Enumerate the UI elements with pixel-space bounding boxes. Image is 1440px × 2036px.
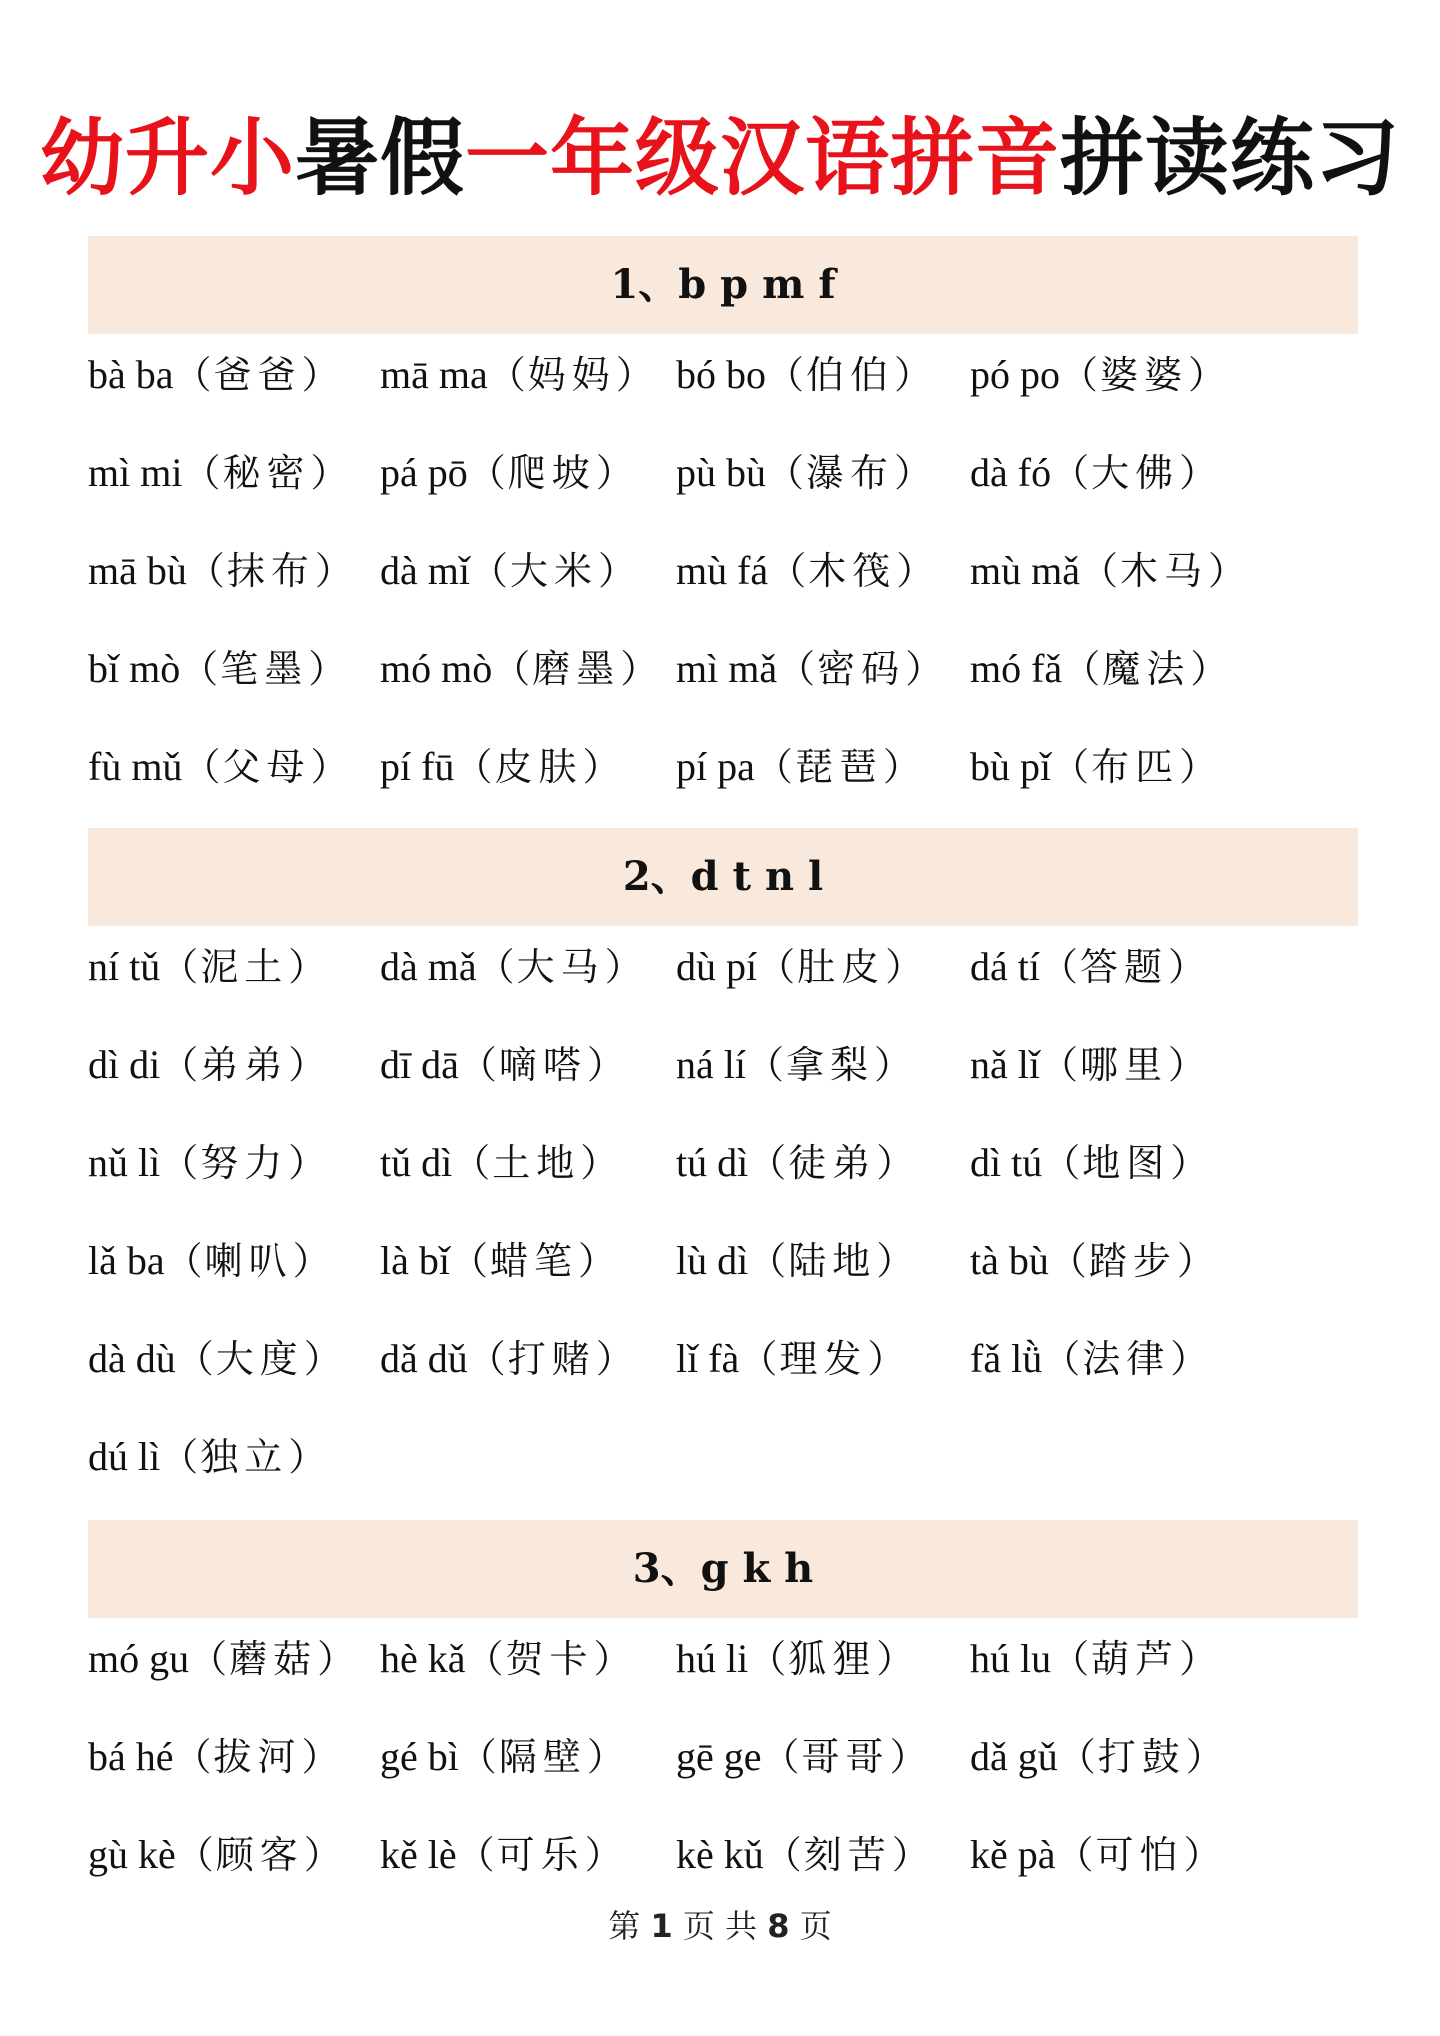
pinyin-text: gù kè [88, 1832, 176, 1877]
open-paren: （ [175, 1833, 216, 1877]
pinyin-text: mó fǎ [970, 646, 1063, 691]
close-paren: ） [1170, 1141, 1211, 1185]
open-paren: （ [1051, 451, 1092, 495]
word-item [380, 443, 636, 503]
footer-page-number: 1 [650, 1907, 673, 1945]
close-paren: ） [595, 1337, 636, 1381]
close-paren: ） [582, 745, 623, 789]
word-item [88, 639, 348, 699]
close-paren: ） [288, 1043, 329, 1087]
word-item [970, 1329, 1210, 1389]
word-item [676, 1629, 916, 1689]
word-item [380, 345, 656, 405]
hanzi-text: 踏步 [1088, 1239, 1177, 1283]
hanzi-text: 葫芦 [1091, 1637, 1180, 1681]
pinyin-text: bá hé [88, 1734, 174, 1779]
word-item [676, 737, 923, 797]
open-paren: （ [761, 1735, 802, 1779]
hanzi-text: 法律 [1082, 1337, 1171, 1381]
hanzi-text: 答题 [1080, 945, 1169, 989]
word-item [970, 1629, 1219, 1689]
hanzi-text: 哥哥 [801, 1735, 890, 1779]
open-paren: （ [748, 1239, 789, 1283]
close-paren: ） [584, 1833, 625, 1877]
word-item [676, 1231, 916, 1291]
pinyin-text: dà mǐ [380, 548, 470, 593]
hanzi-text: 抹布 [226, 549, 315, 593]
hanzi-text: 磨墨 [532, 647, 621, 691]
close-paren: ） [905, 647, 946, 691]
word-item [970, 1231, 1217, 1291]
close-paren: ） [1179, 1637, 1220, 1681]
pinyin-text: ní tǔ [88, 944, 161, 989]
hanzi-text: 弟弟 [200, 1043, 289, 1087]
open-paren: （ [748, 1141, 789, 1185]
hanzi-text: 大马 [516, 945, 605, 989]
open-paren: （ [465, 1637, 506, 1681]
pinyin-text: fǎ lǜ [970, 1336, 1043, 1381]
hanzi-text: 泥土 [200, 945, 289, 989]
open-paren: （ [458, 1735, 499, 1779]
word-item [88, 937, 328, 997]
hanzi-text: 喇叭 [204, 1239, 293, 1283]
close-paren: ） [876, 1637, 917, 1681]
word-item [88, 345, 342, 405]
pinyin-text: lǐ fà [676, 1336, 740, 1381]
pinyin-text: dī dā [380, 1042, 459, 1087]
word-item [380, 541, 638, 601]
pinyin-text: hú li [676, 1636, 749, 1681]
footer-prefix: 第 [608, 1907, 641, 1945]
close-paren: ） [308, 647, 349, 691]
pinyin-text: kè kǔ [676, 1832, 764, 1877]
pinyin-text: dá tí [970, 944, 1040, 989]
hanzi-text: 顾客 [215, 1833, 304, 1877]
close-paren: ） [1179, 745, 1220, 789]
open-paren: （ [1039, 1043, 1080, 1087]
close-paren: ） [889, 1735, 930, 1779]
open-paren: （ [180, 647, 221, 691]
close-paren: ） [1188, 353, 1229, 397]
pinyin-text: dì di [88, 1042, 161, 1087]
close-paren: ） [896, 549, 937, 593]
close-paren: ） [876, 1141, 917, 1185]
open-paren: （ [173, 353, 214, 397]
title-part-3: 一年级汉语拼音 [465, 109, 1061, 207]
close-paren: ） [586, 1043, 627, 1087]
pinyin-text: mā ma [380, 352, 488, 397]
open-paren: （ [160, 945, 201, 989]
pinyin-text: dà mǎ [380, 944, 477, 989]
open-paren: （ [754, 745, 795, 789]
word-row [0, 1035, 1440, 1095]
section-heading: 2、d t n l [88, 828, 1358, 926]
close-paren: ） [1185, 1735, 1226, 1779]
word-row [0, 1629, 1440, 1689]
pinyin-text: kě pà [970, 1832, 1056, 1877]
word-item [380, 1035, 627, 1095]
pinyin-text: bà ba [88, 352, 174, 397]
pinyin-text: dù pí [676, 944, 758, 989]
hanzi-text: 爬坡 [507, 451, 596, 495]
open-paren: （ [487, 353, 528, 397]
hanzi-text: 木马 [1120, 549, 1209, 593]
word-item [970, 1727, 1226, 1787]
open-paren: （ [757, 945, 798, 989]
close-paren: ） [310, 451, 351, 495]
close-paren: ） [1208, 549, 1249, 593]
close-paren: ） [586, 1735, 627, 1779]
word-row [0, 639, 1440, 699]
word-item [88, 1231, 333, 1291]
word-item [88, 1329, 344, 1389]
open-paren: （ [768, 549, 809, 593]
open-paren: （ [469, 549, 510, 593]
word-item [676, 1133, 916, 1193]
close-paren: ） [598, 549, 639, 593]
close-paren: ） [604, 945, 645, 989]
word-row [0, 541, 1440, 601]
close-paren: ） [578, 1239, 619, 1283]
close-paren: ） [314, 549, 355, 593]
close-paren: ） [876, 1239, 917, 1283]
open-paren: （ [449, 1239, 490, 1283]
word-row [0, 1825, 1440, 1885]
word-item [88, 1727, 342, 1787]
word-item [676, 937, 925, 997]
close-paren: ） [303, 1337, 344, 1381]
hanzi-text: 蘑菇 [229, 1637, 318, 1681]
word-row [0, 345, 1440, 405]
close-paren: ） [288, 945, 329, 989]
pinyin-text: lǎ ba [88, 1238, 165, 1283]
hanzi-text: 陆地 [788, 1239, 877, 1283]
page-footer [0, 1906, 1440, 1946]
pinyin-text: hè kǎ [380, 1636, 466, 1681]
word-item [88, 1133, 328, 1193]
word-item [88, 737, 350, 797]
close-paren: ） [891, 1833, 932, 1877]
pinyin-text: ná lí [676, 1042, 746, 1087]
pinyin-text: mù fá [676, 548, 769, 593]
hanzi-text: 土地 [492, 1141, 581, 1185]
pinyin-text: mó gu [88, 1636, 190, 1681]
close-paren: ） [874, 1043, 915, 1087]
open-paren: （ [476, 945, 517, 989]
hanzi-text: 拿梨 [786, 1043, 875, 1087]
word-item [380, 1133, 620, 1193]
close-paren: ） [867, 1337, 908, 1381]
pinyin-text: tǔ dì [380, 1140, 453, 1185]
pinyin-text: mì mǎ [676, 646, 778, 691]
close-paren: ） [1179, 451, 1220, 495]
open-paren: （ [1062, 647, 1103, 691]
word-item [676, 1825, 932, 1885]
hanzi-text: 婆婆 [1100, 353, 1189, 397]
word-item [676, 541, 936, 601]
word-item [88, 1427, 328, 1487]
section-heading: 1、b p m f [88, 236, 1358, 334]
close-paren: ） [1176, 1239, 1217, 1283]
title-part-4: 拼读练习 [1060, 109, 1401, 207]
hanzi-text: 打赌 [507, 1337, 596, 1381]
open-paren: （ [1051, 745, 1092, 789]
close-paren: ） [580, 1141, 621, 1185]
hanzi-text: 拔河 [213, 1735, 302, 1779]
pinyin-text: gē ge [676, 1734, 762, 1779]
close-paren: ） [301, 1735, 342, 1779]
word-row [0, 1231, 1440, 1291]
pinyin-text: lù dì [676, 1238, 749, 1283]
close-paren: ） [1170, 1337, 1211, 1381]
close-paren: ） [894, 353, 935, 397]
word-item [676, 1035, 914, 1095]
hanzi-text: 魔法 [1102, 647, 1191, 691]
pinyin-text: dǎ dǔ [380, 1336, 468, 1381]
pinyin-text: dì tú [970, 1140, 1043, 1185]
close-paren: ） [1168, 1043, 1209, 1087]
close-paren: ） [620, 647, 661, 691]
hanzi-text: 徒弟 [788, 1141, 877, 1185]
close-paren: ） [885, 945, 926, 989]
word-item [380, 1629, 634, 1689]
hanzi-text: 地图 [1082, 1141, 1171, 1185]
pinyin-text: mó mò [380, 646, 493, 691]
word-item [676, 1727, 930, 1787]
pinyin-text: dǎ gǔ [970, 1734, 1058, 1779]
word-row [0, 1427, 1440, 1487]
hanzi-text: 肚皮 [797, 945, 886, 989]
word-item [676, 1329, 907, 1389]
open-paren: （ [1057, 1735, 1098, 1779]
open-paren: （ [1060, 353, 1101, 397]
pinyin-text: pí pa [676, 744, 755, 789]
close-paren: ） [615, 353, 656, 397]
pinyin-text: tú dì [676, 1140, 749, 1185]
word-row [0, 1727, 1440, 1787]
hanzi-text: 木筏 [808, 549, 897, 593]
close-paren: ） [1190, 647, 1231, 691]
open-paren: （ [777, 647, 818, 691]
close-paren: ） [894, 451, 935, 495]
word-row [0, 1133, 1440, 1193]
hanzi-text: 大米 [510, 549, 599, 593]
open-paren: （ [1042, 1337, 1083, 1381]
page-title [0, 108, 1440, 208]
open-paren: （ [182, 745, 223, 789]
word-item [380, 1231, 618, 1291]
word-item [970, 1035, 1208, 1095]
word-item [970, 443, 1219, 503]
word-item [970, 345, 1228, 405]
word-item [380, 737, 622, 797]
hanzi-text: 爸爸 [213, 353, 302, 397]
word-item [970, 639, 1230, 699]
open-paren: （ [458, 1043, 499, 1087]
hanzi-text: 琵琶 [794, 745, 883, 789]
hanzi-text: 狐狸 [788, 1637, 877, 1681]
word-item [380, 1825, 625, 1885]
footer-suffix: 页 [799, 1907, 832, 1945]
pinyin-text: fù mǔ [88, 744, 183, 789]
word-item [380, 639, 660, 699]
hanzi-text: 独立 [200, 1435, 289, 1479]
hanzi-text: 刻苦 [803, 1833, 892, 1877]
word-item [88, 1825, 344, 1885]
open-paren: （ [467, 1337, 508, 1381]
open-paren: （ [182, 451, 223, 495]
open-paren: （ [1042, 1141, 1083, 1185]
hanzi-text: 密码 [817, 647, 906, 691]
pinyin-text: bǐ mò [88, 646, 181, 691]
hanzi-text: 贺卡 [505, 1637, 594, 1681]
pinyin-text: pó po [970, 352, 1060, 397]
pinyin-text: gé bì [380, 1734, 459, 1779]
open-paren: （ [766, 451, 807, 495]
hanzi-text: 可乐 [496, 1833, 585, 1877]
word-item [380, 1329, 636, 1389]
hanzi-text: 大度 [215, 1337, 304, 1381]
word-item [380, 1727, 627, 1787]
hanzi-text: 父母 [222, 745, 311, 789]
word-item [88, 1035, 328, 1095]
word-item [970, 1133, 1210, 1193]
close-paren: ） [301, 353, 342, 397]
open-paren: （ [173, 1735, 214, 1779]
hanzi-text: 哪里 [1080, 1043, 1169, 1087]
pinyin-text: dà dù [88, 1336, 176, 1381]
pinyin-text: pù bù [676, 450, 766, 495]
open-paren: （ [454, 745, 495, 789]
hanzi-text: 嘀嗒 [498, 1043, 587, 1087]
open-paren: （ [467, 451, 508, 495]
word-item [970, 1825, 1224, 1885]
word-item [88, 1629, 357, 1689]
word-item [88, 541, 355, 601]
pinyin-text: kě lè [380, 1832, 457, 1877]
hanzi-text: 隔壁 [498, 1735, 587, 1779]
close-paren: ） [288, 1435, 329, 1479]
word-item [970, 737, 1219, 797]
pinyin-text: tà bù [970, 1238, 1049, 1283]
hanzi-text: 伯伯 [806, 353, 895, 397]
hanzi-text: 妈妈 [527, 353, 616, 397]
word-item [676, 639, 945, 699]
close-paren: ） [292, 1239, 333, 1283]
close-paren: ） [317, 1637, 358, 1681]
hanzi-text: 布匹 [1091, 745, 1180, 789]
open-paren: （ [739, 1337, 780, 1381]
footer-total-pages: 8 [767, 1907, 790, 1945]
word-row [0, 737, 1440, 797]
pinyin-text: bó bo [676, 352, 766, 397]
open-paren: （ [160, 1043, 201, 1087]
pinyin-text: bù pǐ [970, 744, 1052, 789]
open-paren: （ [160, 1141, 201, 1185]
word-item [676, 345, 934, 405]
open-paren: （ [1079, 549, 1120, 593]
word-row [0, 1329, 1440, 1389]
pinyin-text: dú lì [88, 1434, 161, 1479]
word-row [0, 443, 1440, 503]
pinyin-text: mì mi [88, 450, 183, 495]
close-paren: ） [882, 745, 923, 789]
hanzi-text: 可怕 [1095, 1833, 1184, 1877]
title-part-2: 暑假 [294, 109, 465, 207]
pinyin-text: hú lu [970, 1636, 1052, 1681]
hanzi-text: 蜡笔 [490, 1239, 579, 1283]
hanzi-text: 皮肤 [494, 745, 583, 789]
close-paren: ） [1168, 945, 1209, 989]
close-paren: ） [593, 1637, 634, 1681]
footer-middle: 页 共 [682, 1907, 758, 1945]
open-paren: （ [766, 353, 807, 397]
title-part-1: 幼升小 [39, 109, 295, 207]
open-paren: （ [160, 1435, 201, 1479]
pinyin-text: pí fū [380, 744, 455, 789]
pinyin-text: nǎ lǐ [970, 1042, 1040, 1087]
open-paren: （ [1051, 1637, 1092, 1681]
close-paren: ） [288, 1141, 329, 1185]
open-paren: （ [745, 1043, 786, 1087]
hanzi-text: 秘密 [222, 451, 311, 495]
open-paren: （ [452, 1141, 493, 1185]
open-paren: （ [175, 1337, 216, 1381]
open-paren: （ [164, 1239, 205, 1283]
hanzi-text: 瀑布 [806, 451, 895, 495]
hanzi-text: 大佛 [1091, 451, 1180, 495]
open-paren: （ [189, 1637, 230, 1681]
open-paren: （ [1055, 1833, 1096, 1877]
open-paren: （ [456, 1833, 497, 1877]
hanzi-text: 理发 [779, 1337, 868, 1381]
word-row [0, 937, 1440, 997]
word-item [380, 937, 645, 997]
open-paren: （ [1048, 1239, 1089, 1283]
section-heading: 3、g k h [88, 1520, 1358, 1618]
pinyin-text: mù mǎ [970, 548, 1080, 593]
hanzi-text: 打鼓 [1097, 1735, 1186, 1779]
word-item [88, 443, 351, 503]
open-paren: （ [1039, 945, 1080, 989]
open-paren: （ [186, 549, 227, 593]
pinyin-text: là bǐ [380, 1238, 450, 1283]
pinyin-text: nǔ lì [88, 1140, 161, 1185]
open-paren: （ [763, 1833, 804, 1877]
pinyin-text: mā bù [88, 548, 187, 593]
word-item [676, 443, 934, 503]
open-paren: （ [492, 647, 533, 691]
hanzi-text: 笔墨 [220, 647, 309, 691]
pinyin-text: pá pō [380, 450, 468, 495]
pinyin-text: dà fó [970, 450, 1052, 495]
close-paren: ） [1183, 1833, 1224, 1877]
open-paren: （ [748, 1637, 789, 1681]
close-paren: ） [595, 451, 636, 495]
close-paren: ） [310, 745, 351, 789]
hanzi-text: 努力 [200, 1141, 289, 1185]
word-item [970, 937, 1208, 997]
close-paren: ） [303, 1833, 344, 1877]
word-item [970, 541, 1248, 601]
